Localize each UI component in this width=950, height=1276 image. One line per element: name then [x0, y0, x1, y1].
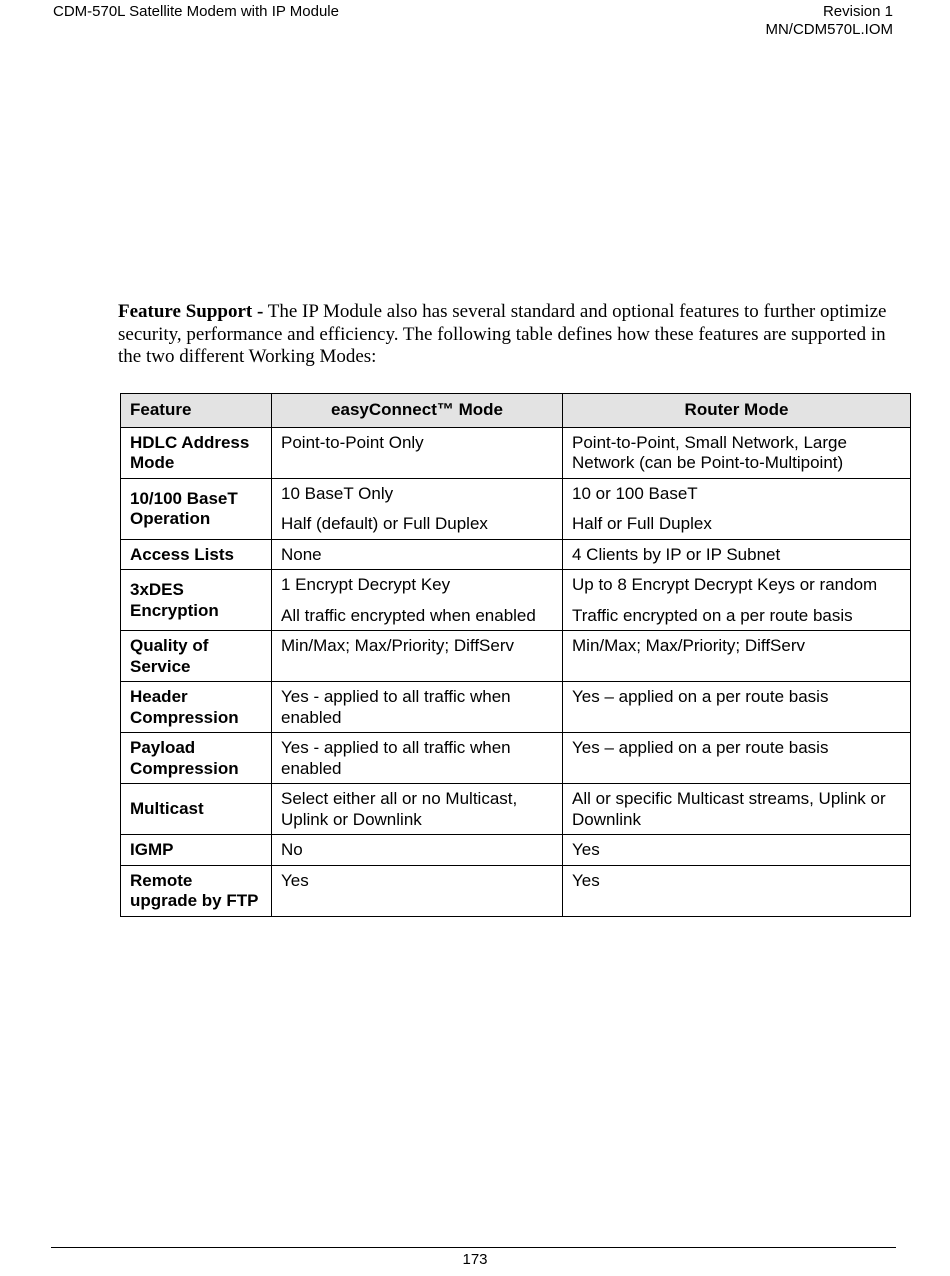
router-cell	[563, 539, 911, 570]
table-row	[121, 631, 911, 682]
router-cell	[563, 733, 911, 784]
easyconnect-cell	[272, 733, 563, 784]
feature-name: HDLC Address Mode	[121, 427, 272, 478]
cell-line: Yes - applied to all traffic when enabled	[281, 738, 511, 778]
table-row	[121, 570, 911, 631]
feature-mode-table	[120, 393, 911, 917]
cell-line: 4 Clients by IP or IP Subnet	[572, 544, 781, 564]
cell-line: Point-to-Point, Small Network, Large Network (can be Point-to-Multipoint)	[572, 432, 847, 472]
router-cell	[563, 784, 911, 835]
cell-line: Up to 8 Encrypt Decrypt Keys or random	[572, 575, 878, 594]
document-id: MN/CDM570L.IOM	[765, 21, 893, 38]
cell-line: 1 Encrypt Decrypt Key	[281, 575, 451, 594]
feature-name: Header Compression	[121, 682, 272, 733]
table-header-row	[121, 394, 911, 428]
cell-line: Half or Full Duplex	[572, 514, 712, 533]
easyconnect-cell	[272, 478, 563, 539]
feature-name: 10/100 BaseT Operation	[121, 478, 272, 539]
cell-line: Yes	[281, 870, 309, 890]
easyconnect-cell	[272, 539, 563, 570]
cell-line: Traffic encrypted on a per route basis	[572, 605, 853, 625]
table-row	[121, 865, 911, 916]
table-row	[121, 427, 911, 478]
easyconnect-cell	[272, 631, 563, 682]
table-row	[121, 478, 911, 539]
footer-rule	[51, 1247, 896, 1248]
cell-line: Min/Max; Max/Priority; DiffServ	[281, 636, 515, 655]
feature-name: Access Lists	[121, 539, 272, 570]
easyconnect-cell	[272, 784, 563, 835]
easyconnect-cell	[272, 835, 563, 866]
feature-name: Remote upgrade by FTP	[121, 865, 272, 916]
running-header-title: CDM-570L Satellite Modem with IP Module	[53, 3, 339, 20]
cell-line: Yes	[572, 870, 600, 890]
feature-support-lead: Feature Support -	[118, 301, 264, 322]
easyconnect-cell	[272, 570, 563, 631]
cell-line: Yes – applied on a per route basis	[572, 738, 829, 757]
feature-name: 3xDES Encryption	[121, 570, 272, 631]
easyconnect-cell	[272, 865, 563, 916]
easyconnect-cell	[272, 682, 563, 733]
cell-line: 10 BaseT Only	[281, 483, 394, 503]
easyconnect-cell	[272, 427, 563, 478]
router-cell	[563, 682, 911, 733]
running-header-revision-block	[765, 3, 893, 39]
table-row	[121, 682, 911, 733]
cell-line: Yes – applied on a per route basis	[572, 687, 829, 706]
cell-line: Half (default) or Full Duplex	[281, 514, 488, 533]
cell-line: All traffic encrypted when enabled	[281, 605, 536, 625]
feature-name: Quality of Service	[121, 631, 272, 682]
router-cell	[563, 427, 911, 478]
column-header-feature: Feature	[121, 394, 272, 428]
router-cell	[563, 835, 911, 866]
column-header-router: Router Mode	[563, 394, 911, 428]
table-row	[121, 733, 911, 784]
cell-line: All or specific Multicast streams, Uplink or Downlink	[572, 789, 886, 829]
router-cell	[563, 570, 911, 631]
cell-line: Point-to-Point Only	[281, 432, 424, 452]
feature-name: IGMP	[121, 835, 272, 866]
cell-line: No	[281, 840, 303, 859]
cell-line: 10 or 100 BaseT	[572, 483, 698, 503]
table-row	[121, 784, 911, 835]
column-header-easyconnect: easyConnect™ Mode	[272, 394, 563, 428]
cell-line: None	[281, 544, 322, 564]
table-row	[121, 835, 911, 866]
cell-line: Min/Max; Max/Priority; DiffServ	[572, 636, 806, 655]
router-cell	[563, 478, 911, 539]
revision-label: Revision 1	[822, 3, 893, 20]
cell-line: Yes	[572, 840, 600, 859]
table-row	[121, 539, 911, 570]
cell-line: Select either all or no Multicast, Uplink or Downlink	[281, 789, 518, 829]
feature-name: Payload Compression	[121, 733, 272, 784]
feature-support-paragraph	[118, 301, 908, 369]
cell-line: Yes - applied to all traffic when enabled	[281, 687, 511, 727]
router-cell	[563, 865, 911, 916]
router-cell	[563, 631, 911, 682]
page-number: 173	[462, 1251, 488, 1268]
feature-support-text: The IP Module also has several standard and optional features to further optimize security, performance and efficiency. The following table defines how these features are supported in the two different Working Modes:	[118, 301, 887, 367]
feature-name: Multicast	[121, 784, 272, 835]
